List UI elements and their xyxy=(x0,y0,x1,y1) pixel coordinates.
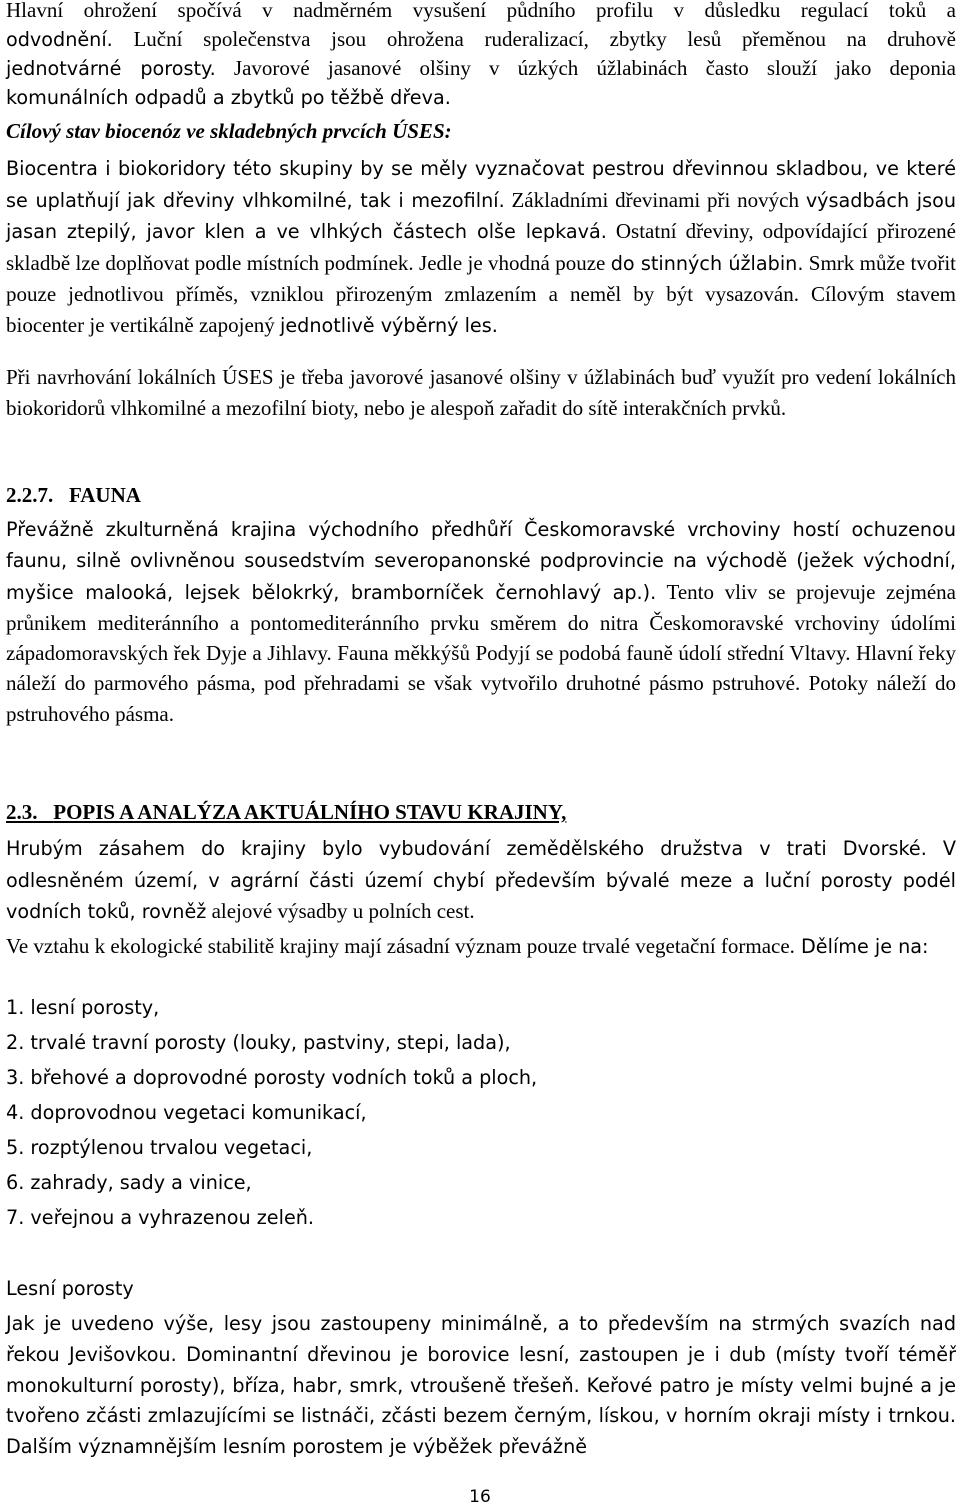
intro-line-1 xyxy=(6,0,956,25)
list-item xyxy=(6,1063,956,1098)
list-item xyxy=(6,1203,956,1238)
target-state-text-7: Smrk může tvořit pouze jednotlivou příměs, vzniklou přirozeným zmlazením a neměl by být vysazován. xyxy=(6,250,956,306)
list-item-text: 5. rozptýlenou trvalou vegetaci, xyxy=(6,1136,313,1159)
list-item-text: 1. lesní porosty, xyxy=(6,996,160,1019)
fauna-section-title: FAUNA xyxy=(69,483,141,507)
local-uses-paragraph: Při navrhování lokálních ÚSES je třeba javorové jasanové olšiny v úžlabinách buď využít pro vedení lokálních biokoridorů vlhkomilné a mezofilní bioty, nebo je alespoň zařadit do sítě interakčních prvků. xyxy=(6,365,956,420)
analysis-text-2: alejové výsadby u polních cest. xyxy=(206,899,475,923)
intro-line-3-serif: Javorové jasanové olšiny v úzkých úžlabinách často slouží jako deponia xyxy=(215,56,956,80)
target-state-text-2: Základními dřevinami při nových xyxy=(504,187,806,212)
analysis-list-intro-serif: Ve vztahu k ekologické stabilitě krajiny mají zásadní význam pouze trvalé vegetační formace. xyxy=(6,934,795,958)
intro-line-3-sans: jednotvárné porosty. xyxy=(6,57,216,80)
list-item-text: 2. trvalé travní porosty (louky, pastviny, stepi, lada), xyxy=(6,1031,511,1054)
analysis-list-intro xyxy=(6,932,956,961)
fauna-text-1: Převážně zkulturněná krajina východního předhůří Českomoravské vrchoviny hostí ochuzenou faunu, silně ovlivněnou sousedstvím severopanonské podprovincie na východě (ježek východní, myšice malooká, lejsek bělokrký, bramborníček černohlavý ap.). xyxy=(6,518,956,604)
list-item-text: 3. břehové a doprovodné porosty vodních toků a ploch, xyxy=(6,1066,538,1089)
vegetation-list xyxy=(6,993,956,1238)
intro-line-2 xyxy=(6,25,956,54)
page-number: 16 xyxy=(469,1487,491,1507)
target-state-paragraph xyxy=(6,153,956,341)
list-item xyxy=(6,1168,956,1203)
list-item xyxy=(6,1133,956,1168)
fauna-section-number: 2.2.7. xyxy=(6,483,54,507)
intro-line-2-serif: Luční společenstva jsou ohrožena ruderalizací, zbytky lesů přeměnou na druhově xyxy=(112,27,956,51)
list-item xyxy=(6,1028,956,1063)
forest-paragraph: Jak je uvedeno výše, lesy jsou zastoupeny minimálně, a to především na strmých svazích nad řekou Jevišovkou. Dominantní dřevinou je borovice lesní, zastoupen je i dub (místy tvoří téměř monokulturní porosty), bříza, habr, smrk, vtroušeně třešeň. Keřové patro je místy velmi bujné a je tvořeno zčásti zmlazujícími se listnáči, zčásti bezem černým, lískou, v horním okraji místy i trnkou. Dalším významnějším lesním porostem je výběžek převážně xyxy=(6,1312,956,1459)
intro-line-4 xyxy=(6,83,956,112)
target-state-text-1: Biocentra i biokoridory této skupiny by se měly vyznačovat pestrou dřevinnou skladbou, ve které se uplatňují jak dřeviny vlhkomilné, tak i mezofilní. xyxy=(6,157,956,212)
analysis-list-intro-sans: Dělíme je na: xyxy=(794,935,929,958)
list-item xyxy=(6,1098,956,1133)
target-state-text-9: jednotlivě výběrný les. xyxy=(280,313,498,337)
target-state-text-3: výsadbách jsou jasan ztepilý, javor klen a ve vlhkých částech olše lepkavá. xyxy=(6,188,956,243)
forest-heading: Lesní porosty xyxy=(6,1277,134,1300)
list-item xyxy=(6,993,956,1028)
intro-line-1-text: Hlavní ohrožení spočívá v nadměrném vysušení půdního profilu v důsledku regulací toků a xyxy=(6,0,956,22)
list-item-text: 4. doprovodnou vegetaci komunikací, xyxy=(6,1101,367,1124)
intro-line-2-sans: odvodnění. xyxy=(6,28,113,51)
fauna-heading xyxy=(6,481,956,510)
analysis-paragraph xyxy=(6,833,956,928)
intro-line-3 xyxy=(6,54,956,83)
intro-line-4-text: komunálních odpadů a zbytků po těžbě dřeva. xyxy=(6,86,451,109)
analysis-text-1: Hrubým zásahem do krajiny bylo vybudování zemědělského družstva v trati Dvorské. V odlesněném území, v agrární části území chybí především bývalé meze a luční porosty podél vodních toků, rovněž xyxy=(6,837,956,923)
analysis-section-title: POPIS A ANALÝZA AKTUÁLNÍHO STAVU KRAJINY, xyxy=(53,800,567,824)
target-state-heading: Cílový stav biocenóz ve skladebných prvcích ÚSES: xyxy=(6,119,452,143)
list-item-text: 7. veřejnou a vyhrazenou zeleň. xyxy=(6,1206,315,1229)
target-state-text-8: Cílovým stavem biocenter je vertikálně zapojený xyxy=(6,282,956,337)
analysis-heading xyxy=(6,798,956,827)
list-item-text: 6. zahrady, sady a vinice, xyxy=(6,1171,252,1194)
target-state-text-5: Jedle je vhodná pouze xyxy=(413,250,611,275)
target-state-text-6: do stinných úžlabin. xyxy=(610,251,804,275)
fauna-paragraph xyxy=(6,514,956,729)
intro-paragraph xyxy=(6,0,956,112)
target-state-text-4: Ostatní dřeviny, odpovídající přirozené skladbě lze doplňovat podle místních podmínek. xyxy=(6,219,956,275)
analysis-section-number: 2.3. xyxy=(6,800,38,824)
fauna-text-2: Tento vliv se projevuje zejména průnikem mediteránního a pontomediteránního prvku směrem do nitra Českomoravské vrchoviny údolími západomoravských řek Dyje a Jihlavy. Fauna měkkýšů Podyjí se podobá fauně údolí střední Vltavy. Hlavní řeky náleží do parmového pásma, pod přehradami se však vytvořilo druhotné pásmo pstruhové. Potoky náleží do pstruhového pásma. xyxy=(6,579,957,726)
